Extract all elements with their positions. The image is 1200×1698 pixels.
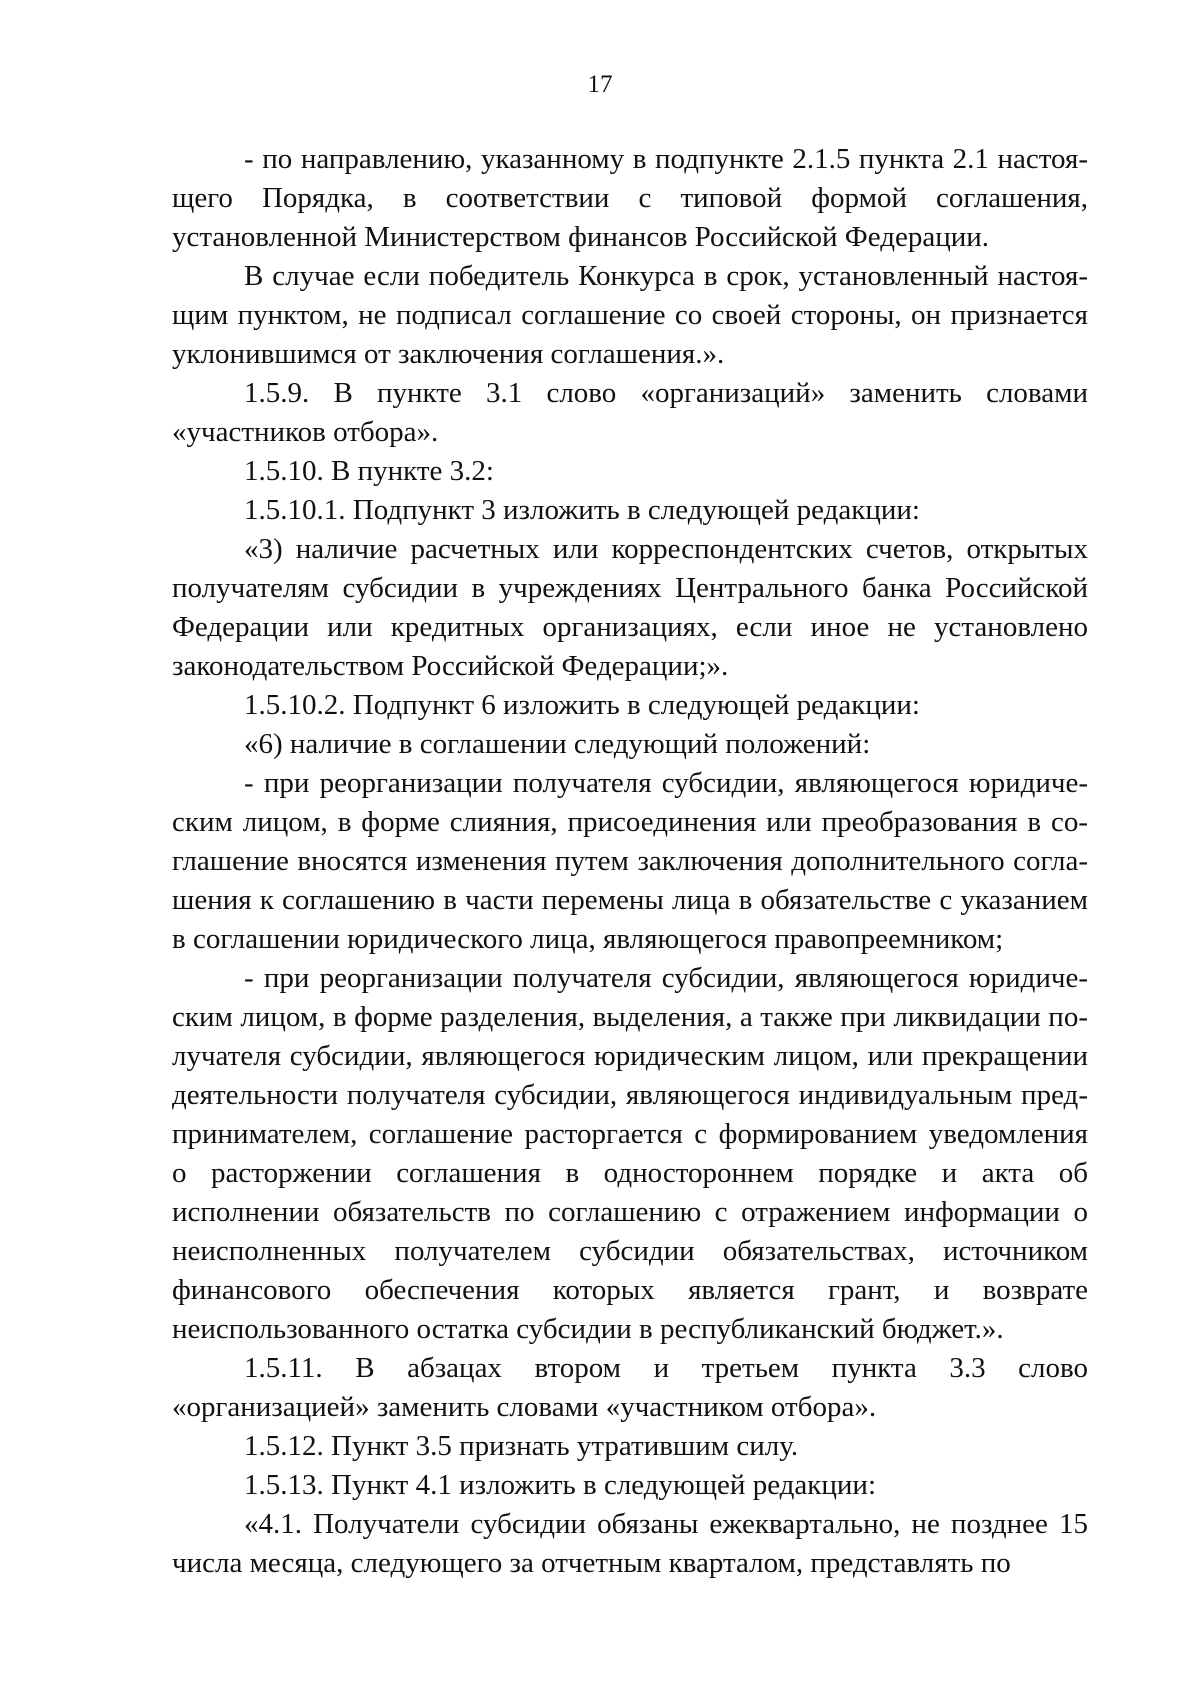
paragraph: 1.5.9. В пункте 3.1 слово «организаций» заменить словами «участников отбора». (172, 377, 1088, 448)
paragraph: 1.5.10.2. Подпункт 6 изложить в следующей редакции: (244, 689, 920, 721)
paragraph: 1.5.11. В абзацах втором и третьем пункта 3.3 слово «организацией» заменить словами «участником отбора». (172, 1352, 1088, 1423)
paragraph: В случае если победитель Конкурса в срок, установленный настоящим пунктом, не подписал соглашение со своей стороны, он признается уклонившимся от заключения соглашения.». (172, 260, 1088, 370)
document-body (172, 140, 1088, 1583)
paragraph: «3) наличие расчетных или корреспондентских счетов, открытых получателям субсидии в учреждениях Центрального банка Российской Федерации или кредитных организациях, если иное не установлено законодательством Российской Федерации;». (172, 533, 1088, 682)
paragraph: - при реорганизации получателя субсидии, являющегося юридическим лицом, в форме разделения, выделения, а также при ликвидации получателя субсидии, являющегося юридическим лицом, или прекращении деятельности получателя субсидии, являющегося индивидуальным предпринимателем, соглашение расторгается с формированием уведомления о расторжении соглашения в одностороннем порядке и акта об исполнении обязательств по соглашению с отражением информации о неисполненных получателем субсидии обязательствах, источником финансового обеспечения которых является грант, и возврате неиспользованного остатка субсидии в республиканский бюджет.». (172, 962, 1088, 1345)
paragraph: 1.5.12. Пункт 3.5 признать утратившим силу. (244, 1430, 799, 1462)
paragraph: «6) наличие в соглашении следующий положений: (244, 728, 871, 760)
paragraph: «4.1. Получатели субсидии обязаны ежеквартально, не позднее 15 числа месяца, следующего за отчетным кварталом, представлять по (172, 1508, 1088, 1579)
paragraph: 1.5.10.1. Подпункт 3 изложить в следующей редакции: (244, 494, 920, 526)
page-number: 17 (587, 71, 613, 98)
paragraph: 1.5.10. В пункте 3.2: (244, 455, 494, 487)
paragraph: - при реорганизации получателя субсидии, являющегося юридическим лицом, в форме слияния, присоединения или преобразования в соглашение вносятся изменения путем заключения дополнительного соглашения к соглашению в части перемены лица в обязательстве с указанием в соглашении юридического лица, являющегося правопреемником; (172, 767, 1088, 955)
paragraph: - по направлению, указанному в подпункте 2.1.5 пункта 2.1 настоящего Порядка, в соответствии с типовой формой соглашения, установленной Министерством финансов Российской Федерации. (172, 143, 1088, 253)
paragraph: 1.5.13. Пункт 4.1 изложить в следующей редакции: (244, 1469, 877, 1501)
